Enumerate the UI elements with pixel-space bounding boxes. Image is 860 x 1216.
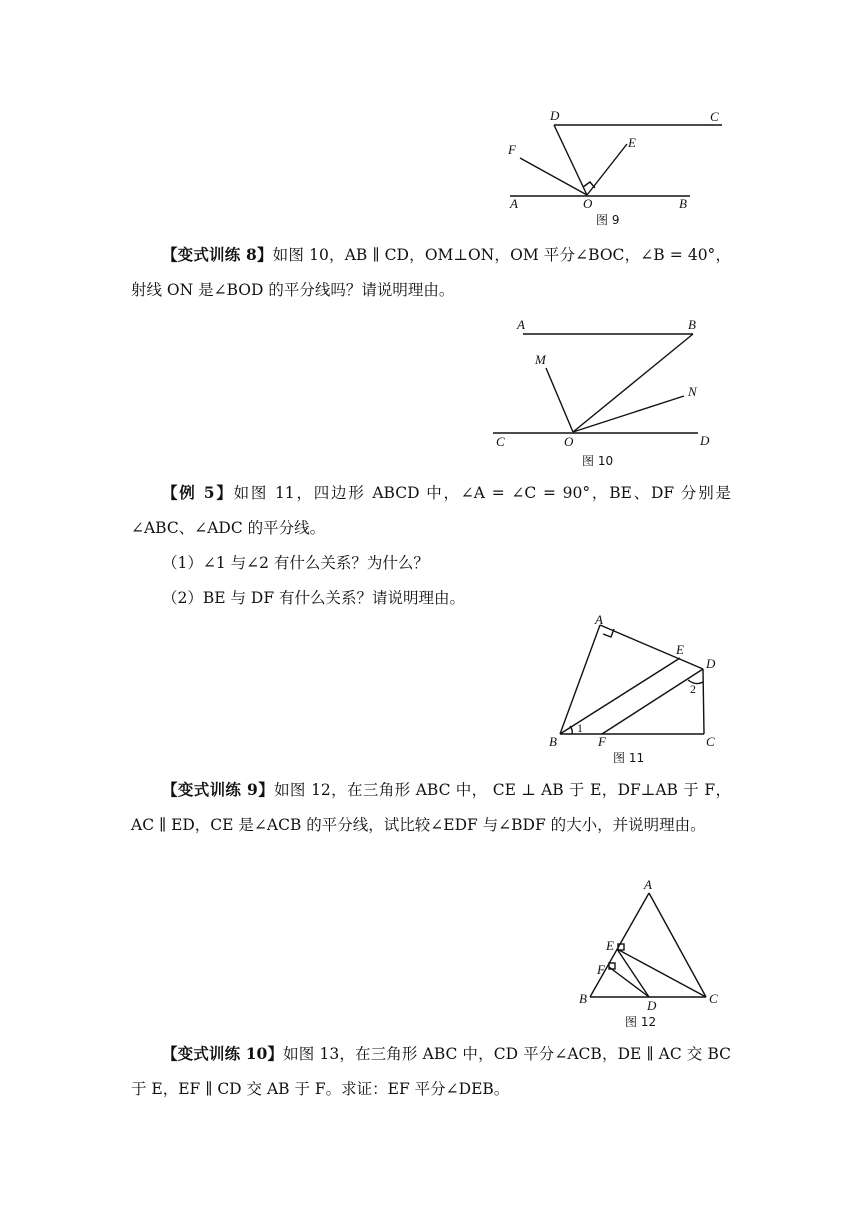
example-5-question-1: （1）∠1 与∠2 有什么关系？为什么？ [162,554,429,572]
label-angle-2: 2 [690,682,696,696]
label-d: D [706,656,716,671]
label-o: O [564,434,574,449]
figure-12 [570,876,735,1036]
label-b: B [579,991,587,1006]
label-a: A [517,317,525,332]
line-ob [573,334,693,432]
side-dc [703,669,704,734]
side-ad [600,625,703,669]
figure-12-diagram [570,876,735,1036]
segment-ed [617,949,649,997]
exercise-8 [131,237,731,308]
ray-om [546,368,573,432]
exercise-10-text: 如图 13，在三角形 ABC 中，CD 平分∠ACB，DE ∥ AC 交 BC 于 E，EF ∥ CD 交 AB 于 F。求证：EF 平分∠DEB。 [131,1045,731,1098]
label-f: F [598,734,606,749]
segment-df [609,967,649,997]
example-5-tag: 【例 5】 [162,483,234,502]
label-d: D [550,108,560,123]
label-b: B [679,196,687,211]
caption-figure-10: 图 10 [582,454,614,468]
figure-9-diagram [500,100,740,235]
label-a: A [644,877,652,892]
exercise-10-tag: 【变式训练 10】 [162,1044,284,1063]
label-c: C [496,434,505,449]
label-e: E [676,642,684,657]
side-ba [560,625,600,734]
ray-od [554,125,587,195]
side-ab [590,893,649,997]
label-a: A [510,196,518,211]
exercise-8-text: 如图 10，AB ∥ CD，OM⊥ON，OM 平分∠BOC，∠B = 40°，射线 ON 是∠BOD 的平分线吗？请说明理由。 [131,246,731,299]
exercise-9 [131,772,731,843]
label-d: D [647,998,657,1013]
exercise-8-tag: 【变式训练 8】 [162,245,273,264]
caption-figure-12: 图 12 [625,1015,657,1029]
label-e: E [606,938,614,953]
label-c: C [706,734,715,749]
ray-of [520,158,587,195]
label-angle-1: 1 [577,721,583,735]
caption-figure-11: 图 11 [613,751,645,765]
label-f: F [597,962,605,977]
label-b: B [688,317,696,332]
label-o: O [583,196,593,211]
ray-on [573,396,684,432]
figure-11-diagram [540,612,730,772]
label-n: N [688,384,697,399]
figure-11 [540,612,730,772]
example-5-text: 如图 11，四边形 ABCD 中，∠A = ∠C = 90°，BE、DF 分别是∠ABC、∠ADC 的平分线。 [131,484,731,537]
label-f: F [508,142,516,157]
caption-figure-9: 图 9 [596,213,620,227]
label-a: A [595,612,603,627]
figure-9 [500,100,740,235]
exercise-10 [131,1036,731,1107]
segment-df [602,669,703,734]
label-b: B [549,734,557,749]
label-c: C [710,109,719,124]
label-m: M [535,352,546,367]
example-5 [131,475,731,616]
label-e: E [628,135,636,150]
ray-oe [587,144,627,195]
exercise-9-text: 如图 12，在三角形 ABC 中， CE ⊥ AB 于 E，DF⊥AB 于 F，AC ∥ ED，CE 是∠ACB 的平分线，试比较∠EDF 与∠BDF 的大小，并说明理由。 [131,781,731,834]
figure-10 [488,310,738,475]
figure-10-diagram [488,310,738,475]
label-d: D [700,433,710,448]
label-c: C [709,991,718,1006]
exercise-9-tag: 【变式训练 9】 [162,780,275,799]
example-5-question-2: （2）BE 与 DF 有什么关系？请说明理由。 [162,589,466,607]
